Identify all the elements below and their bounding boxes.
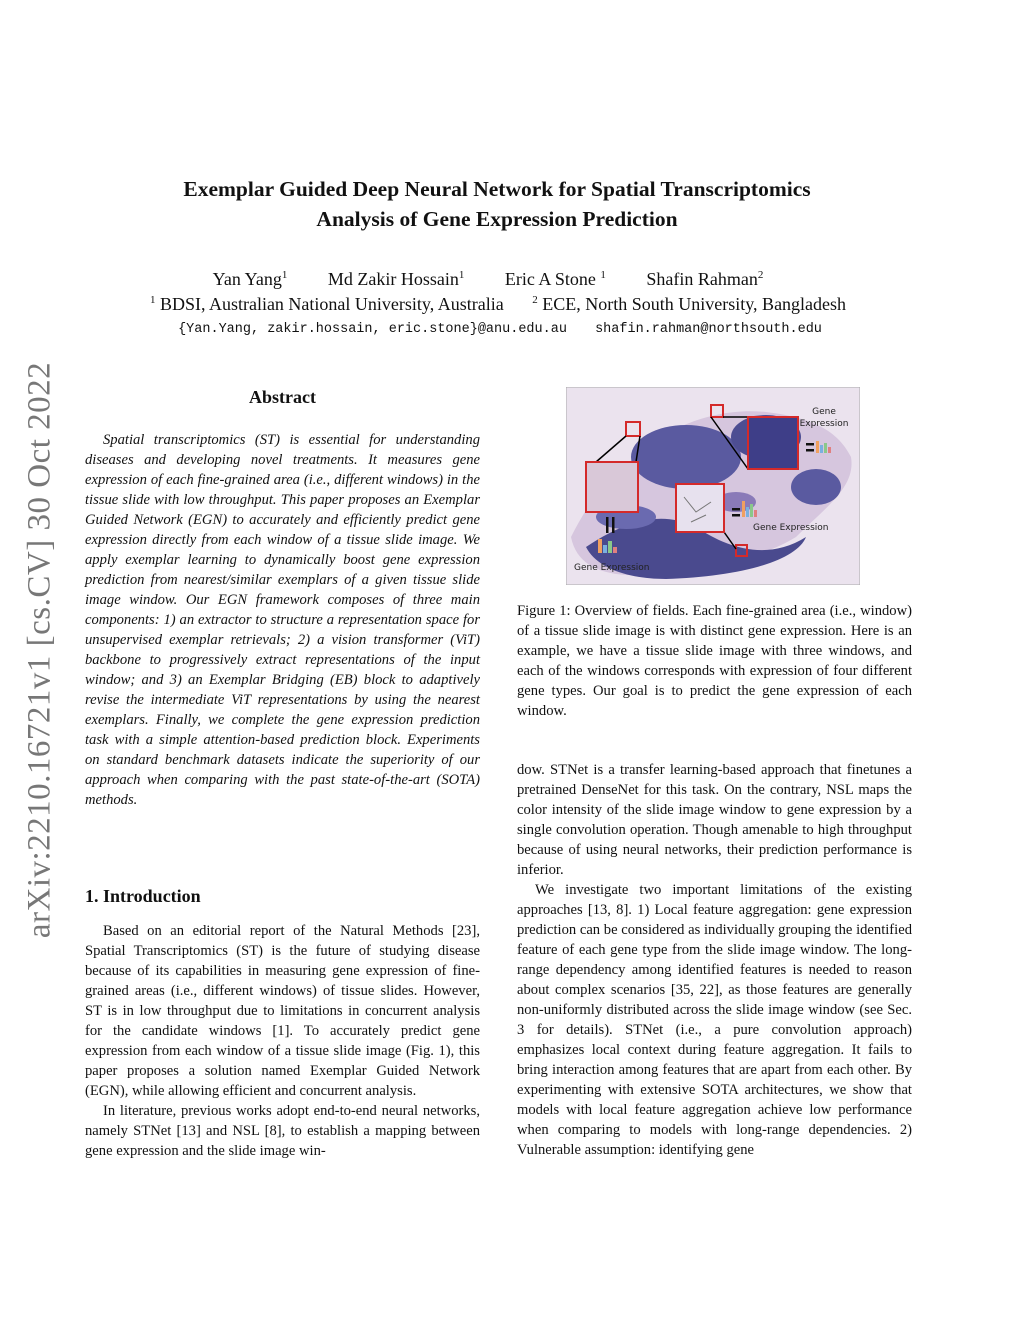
- affiliations: [0, 294, 1010, 315]
- intro-body: [85, 921, 480, 1161]
- abstract-heading: Abstract: [249, 387, 316, 407]
- email-nsu[interactable]: shafin.rahman@northsouth.edu: [595, 322, 822, 337]
- affiliation: $^2$ ECE, North South University, Bangladesh: [532, 294, 847, 314]
- abstract-text: Spatial transcriptomics (ST) is essential for understanding diseases and developing novel treatments. It measures gene expression of each fine-grained area (i.e., different windows) in the tissue slide with low throughput. This paper proposes an Exemplar Guided Network (EGN) to accurately and efficiently predict gene expression directly from each window of a tissue slide image. We apply exemplar learning to dynamically boost gene expression prediction from nearest/similar exemplars of a given tissue slide image window. Our EGN framework composes of three main components: 1) an extractor to structure a representation space for unsupervised exemplar retrievals; 2) a vision transformer (ViT) backbone to progressively extract representations of the input window; and 3) an Exemplar Bridging (EB) block to adaptively revise the intermediate ViT representations by using the nearest exemplars. Finally, we complete the gene expression prediction task with a simple attention-based prediction block. Experiments on standard benchmark datasets indicate the superiority of our approach when comparing with the past state-of-the-art (SOTA) methods.: [85, 432, 480, 808]
- arxiv-id: arXiv:2210.16721v1 [cs.CV] 30 Oct 2022: [21, 361, 58, 939]
- author: Yan Yang$^1$: [212, 269, 288, 289]
- author: Eric A Stone $^1$: [504, 269, 606, 289]
- title-line-2: Analysis of Gene Expression Prediction: [316, 207, 678, 231]
- figure-1-caption: Figure 1: Overview of fields. Each fine-grained area (i.e., window) of a tissue slide image is with distinct gene expression. Here is an example, we have a tissue slide image with three windows, and each of the windows corresponds with expression of four different gene types. Our goal is to predict the gene expression of each window.: [517, 603, 912, 719]
- right-paragraph-2: We investigate two important limitations of the existing approaches [13, 8]. 1) Local feature aggregation: gene expression prediction can be considered as individually grouping the identified feature of each gene type from the slide image window. The long-range dependency among identified features is needed to reason about complex scenarios [35, 22], as those features are generally non-uniformly distributed across the slide image window (see Sec. 3 for details). STNet (i.e., a pure convolution approach) emphasizes local context during feature aggregation. It fails to bring interaction among features that are apart from each other. By experimenting with extensive SOTA architectures, we show that models with local feature aggregation achieve low performance when comparing to models with long-range dependencies. 2) Vulnerable assumption: identifying gene: [517, 882, 912, 1158]
- figure-label: Gene: [812, 407, 836, 417]
- figure-label: Gene Expression: [574, 563, 650, 573]
- paper-title: [0, 174, 1024, 234]
- figure-1-tissue-image: [566, 387, 860, 585]
- right-column-body: [517, 760, 912, 1160]
- intro-paragraph-2: In literature, previous works adopt end-to-end neural networks, namely STNet [13] and NSL [8], to establish a mapping between gene expression and the slide image win-: [85, 1103, 480, 1159]
- right-paragraph-1: dow. STNet is a transfer learning-based approach that finetunes a pretrained DenseNet for this task. On the contrary, NSL maps the color intensity of the slide image window to gene expression by a single convolution operation. Though amenable to high throughput because of using neural networks, their prediction performance is inferior.: [517, 762, 912, 878]
- title-line-1: Exemplar Guided Deep Neural Network for Spatial Transcriptomics: [183, 177, 811, 201]
- zoom-window-1: [586, 462, 638, 512]
- affiliation: $^1$ BDSI, Australian National University, Australia: [149, 294, 504, 314]
- arxiv-sidebar: [10, 340, 70, 960]
- author-list: [0, 269, 1000, 290]
- emails: [0, 322, 1012, 337]
- author: Shafin Rahman$^2$: [646, 269, 764, 289]
- email-anu[interactable]: {Yan.Yang, zakir.hossain, eric.stone}@anu.edu.au: [178, 322, 567, 337]
- figure-label: Expression: [799, 419, 849, 429]
- intro-paragraph-1: Based on an editorial report of the Natural Methods [23], Spatial Transcriptomics (ST) is the future of studying disease because of its capabilities in measuring gene expression of fine-grained areas (i.e., different windows) of tissue slides. However, ST is in low throughput due to limitations in concurrent analysis for the candidate windows [1]. To accurately predict gene expression from each window of a tissue slide image (Fig. 1), this paper proposes a solution named Exemplar Guided Network (EGN), while allowing efficient and concurrent analysis.: [85, 923, 480, 1099]
- figure-label: Gene Expression: [753, 523, 829, 533]
- zoom-window-2: [748, 417, 798, 469]
- zoom-window-3: [676, 484, 724, 532]
- intro-heading: 1. Introduction: [85, 886, 201, 906]
- author: Md Zakir Hossain$^1$: [327, 269, 465, 289]
